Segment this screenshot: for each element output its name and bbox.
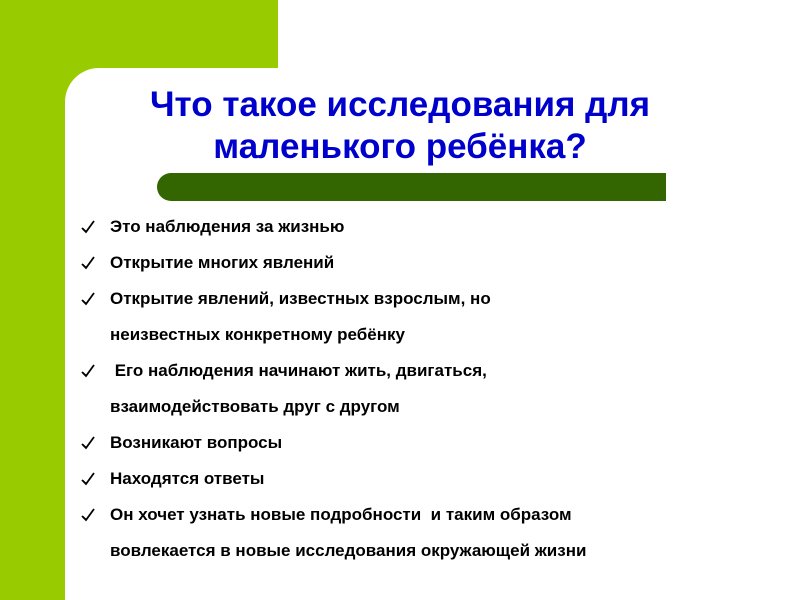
- bullet-text-continued: неизвестных конкретному ребёнку: [110, 325, 405, 344]
- bullet-item: [80, 353, 780, 425]
- bullet-text-continued: вовлекается в новые исследования окружающей жизни: [110, 541, 587, 560]
- bullet-item: [80, 209, 780, 245]
- bullet-text: Открытие явлений, известных взрослым, но: [110, 289, 491, 308]
- checkmark-icon: [80, 363, 96, 379]
- bullet-text: Его наблюдения начинают жить, двигаться,: [110, 361, 487, 380]
- bullet-item: [80, 245, 780, 281]
- bullet-text: Возникают вопросы: [110, 433, 283, 452]
- checkmark-icon: [80, 219, 96, 235]
- checkmark-icon: [80, 507, 96, 523]
- bullet-item: [80, 281, 780, 353]
- title-line-2: маленького ребёнка?: [213, 127, 587, 166]
- bullet-item: [80, 497, 780, 569]
- bullet-text: Находятся ответы: [110, 469, 265, 488]
- bullet-list: [80, 209, 780, 569]
- bullet-item: [80, 425, 780, 461]
- checkmark-icon: [80, 435, 96, 451]
- checkmark-icon: [80, 471, 96, 487]
- checkmark-icon: [80, 255, 96, 271]
- bullet-text: Он хочет узнать новые подробности и таким образом: [110, 505, 572, 524]
- checkmark-icon: [80, 291, 96, 307]
- slide-title: [70, 84, 730, 168]
- bullet-text: Открытие многих явлений: [110, 253, 335, 272]
- divider-bar: [157, 173, 666, 201]
- title-line-1: Что такое исследования для: [149, 85, 651, 124]
- bullet-text-continued: взаимодействовать друг с другом: [110, 397, 400, 416]
- bullet-text: Это наблюдения за жизнью: [110, 217, 345, 236]
- bullet-item: [80, 461, 780, 497]
